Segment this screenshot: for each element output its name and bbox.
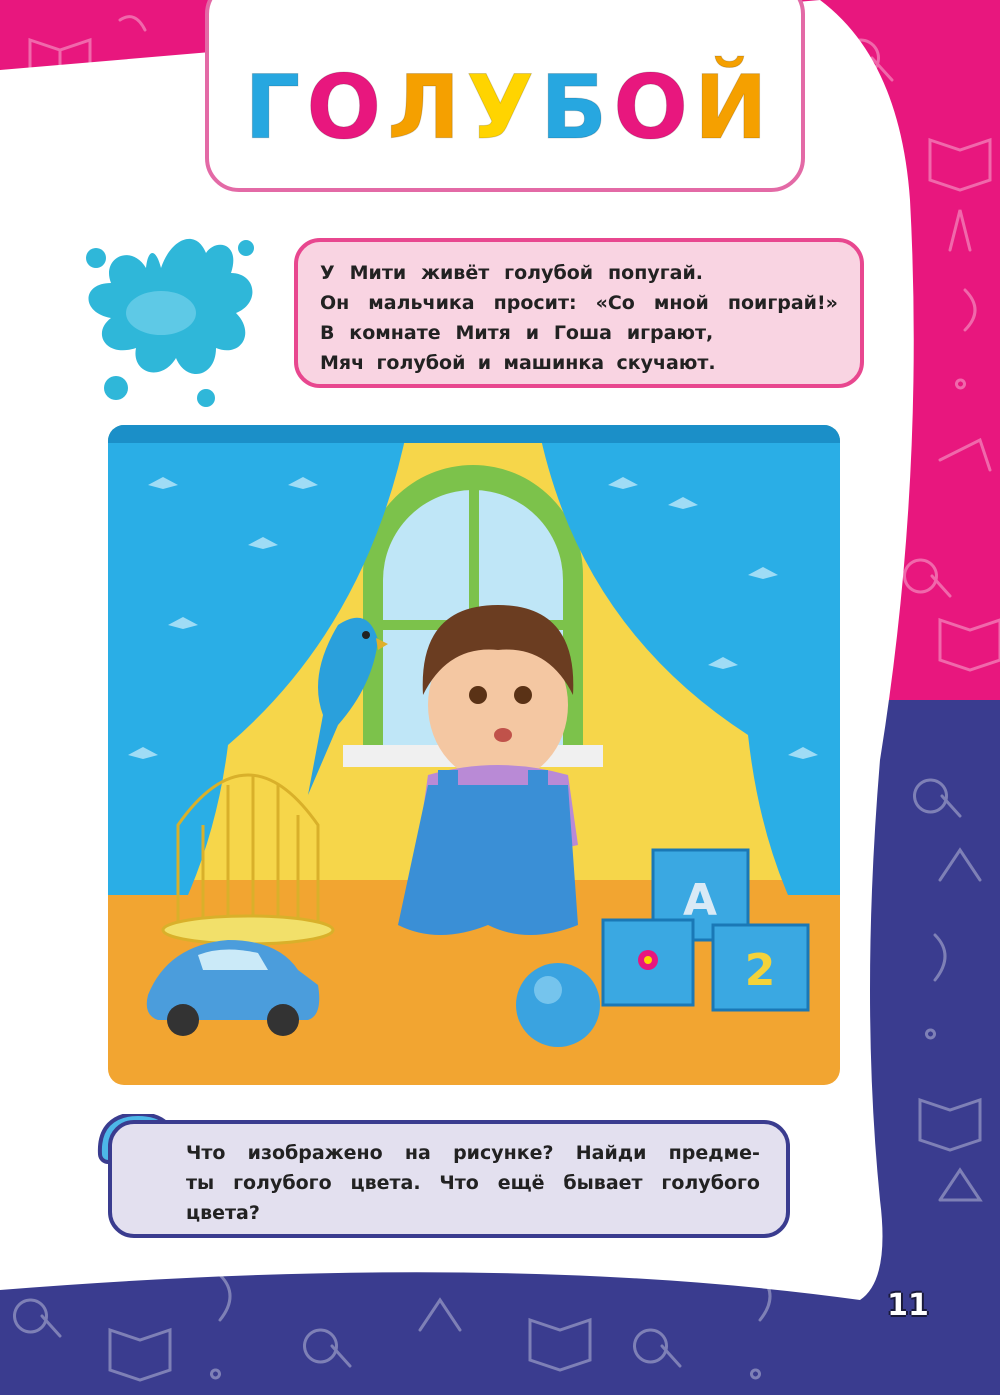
question-word: ты <box>186 1172 215 1194</box>
question-box <box>108 1120 790 1238</box>
poem-word: мальчика <box>368 292 475 314</box>
poem-line <box>320 288 838 318</box>
question-word: ещё <box>497 1172 545 1194</box>
poem-line <box>320 318 838 348</box>
question-line <box>186 1198 760 1228</box>
title-box <box>205 0 805 192</box>
question-word: Найди <box>575 1142 647 1164</box>
poem-box <box>294 238 864 388</box>
poem-word: попугай. <box>608 262 704 284</box>
question-word: голубого <box>661 1172 760 1194</box>
poem-word: «Со <box>595 292 635 314</box>
page-number: 11 <box>887 1288 929 1323</box>
question-word: предме- <box>668 1142 760 1164</box>
question-word: изображено <box>247 1142 383 1164</box>
question-word: цвета. <box>350 1172 421 1194</box>
title-letter: Г <box>244 56 307 159</box>
question-word: бывает <box>563 1172 643 1194</box>
poem-word: Мити <box>349 262 407 284</box>
poem-word: Он <box>320 292 350 314</box>
question-word: голубого <box>233 1172 332 1194</box>
poem-word: и <box>525 322 540 344</box>
question-word: Что <box>186 1142 226 1164</box>
question-word: цвета? <box>186 1202 260 1224</box>
poem-word: играют, <box>626 322 714 344</box>
question-word: на <box>404 1142 431 1164</box>
poem-word: мной <box>653 292 709 314</box>
block-number: 2 <box>744 945 776 996</box>
title-letter: О <box>306 56 388 159</box>
poem-word: голубой <box>504 262 594 284</box>
poem-line <box>320 348 838 378</box>
poem-word: Мяч <box>320 352 365 374</box>
poem-word: Гоша <box>553 322 612 344</box>
poem-word: голубой <box>376 352 466 374</box>
poem-line <box>320 258 838 288</box>
poem-word: просит: <box>493 292 577 314</box>
poem-word: живёт <box>421 262 490 284</box>
title-letter: Б <box>540 56 614 159</box>
poem-word: У <box>320 262 335 284</box>
page-title <box>209 56 809 159</box>
illustration-boy-with-parrot <box>108 425 840 1085</box>
title-letter: Й <box>694 56 774 159</box>
poem-word: Митя <box>455 322 511 344</box>
title-letter: Л <box>387 56 467 159</box>
title-letter: У <box>466 56 541 159</box>
poem-word: поиграй!» <box>727 292 838 314</box>
poem-word: В <box>320 322 335 344</box>
question-line <box>186 1138 760 1168</box>
poem-word: комнате <box>349 322 441 344</box>
title-letter: О <box>613 56 695 159</box>
poem-word: и <box>477 352 492 374</box>
poem-word: машинка <box>503 352 605 374</box>
poem-word: скучают. <box>616 352 716 374</box>
block-letter: А <box>682 875 718 926</box>
blue-paint-splash <box>56 218 266 413</box>
question-word: рисунке? <box>453 1142 554 1164</box>
question-word: Что <box>439 1172 479 1194</box>
question-line <box>186 1168 760 1198</box>
